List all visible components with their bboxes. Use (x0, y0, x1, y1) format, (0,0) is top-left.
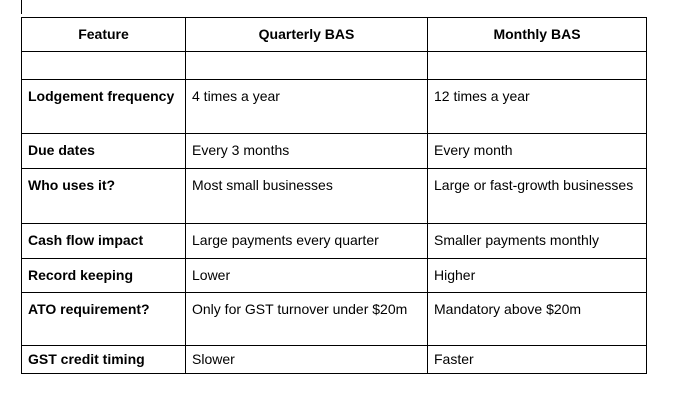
feature-cell: Cash flow impact (22, 224, 186, 259)
quarterly-cell: Lower (186, 259, 428, 293)
quarterly-cell: Large payments every quarter (186, 224, 428, 259)
monthly-cell (428, 52, 647, 80)
header-feature: Feature (22, 18, 186, 52)
table-row (22, 80, 647, 134)
monthly-cell: Higher (428, 259, 647, 293)
table-row (22, 52, 647, 80)
table-header-row (22, 18, 647, 52)
monthly-cell: Large or fast-growth businesses (428, 169, 647, 224)
feature-cell: Lodgement frequency (22, 80, 186, 134)
table-row (22, 346, 647, 374)
feature-cell: ATO requirement? (22, 293, 186, 346)
monthly-cell: Smaller payments monthly (428, 224, 647, 259)
table-row (22, 169, 647, 224)
quarterly-cell: Only for GST turnover under $20m (186, 293, 428, 346)
feature-cell: Due dates (22, 134, 186, 169)
header-monthly-bas: Monthly BAS (428, 18, 647, 52)
feature-cell: Who uses it? (22, 169, 186, 224)
quarterly-cell: Most small businesses (186, 169, 428, 224)
bas-comparison-table (21, 17, 647, 374)
feature-cell: Record keeping (22, 259, 186, 293)
table-row (22, 224, 647, 259)
quarterly-cell: Every 3 months (186, 134, 428, 169)
table-row (22, 134, 647, 169)
text-cursor (21, 0, 22, 14)
quarterly-cell (186, 52, 428, 80)
header-quarterly-bas: Quarterly BAS (186, 18, 428, 52)
table-row (22, 293, 647, 346)
quarterly-cell: Slower (186, 346, 428, 374)
monthly-cell: Every month (428, 134, 647, 169)
feature-cell: GST credit timing (22, 346, 186, 374)
monthly-cell: Faster (428, 346, 647, 374)
monthly-cell: 12 times a year (428, 80, 647, 134)
monthly-cell: Mandatory above $20m (428, 293, 647, 346)
feature-cell (22, 52, 186, 80)
table-row (22, 259, 647, 293)
quarterly-cell: 4 times a year (186, 80, 428, 134)
